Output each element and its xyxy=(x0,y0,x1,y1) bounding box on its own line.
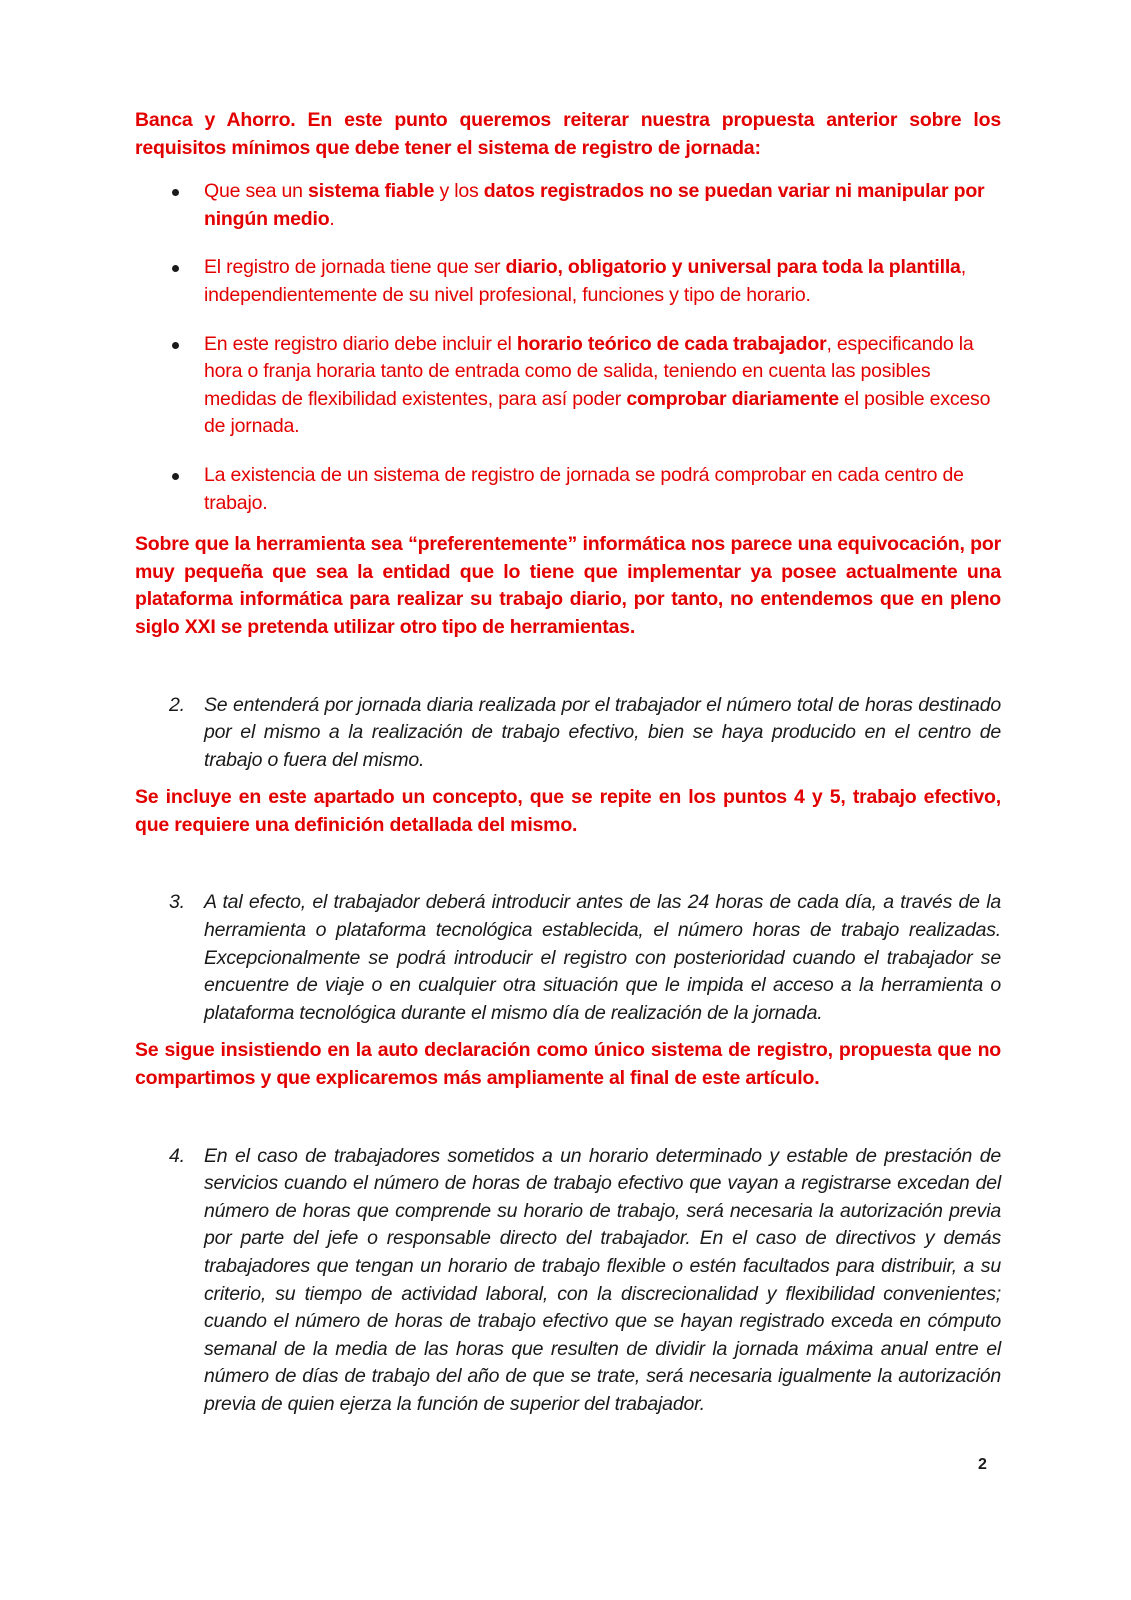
intro-line-2: requisitos mínimos que debe tener el sistema de registro de jornada: xyxy=(135,136,761,159)
bullet-icon xyxy=(172,189,179,196)
comment-trabajo-efectivo: Se incluye en este apartado un concepto, que se repite en los puntos 4 y 5, trabajo efectivo, que requiere una definición detallada del mismo. xyxy=(135,786,1001,836)
comment-herramienta: Sobre que la herramienta sea “preferentemente” informática nos parece una equivocación, por muy pequeña que sea la entidad que lo tiene que implementar ya posee actualmente una plataforma informática para realizar su trabajo diario, por tanto, no entendemos que en pleno siglo XXI se pretenda utilizar otro tipo de herramientas. xyxy=(135,533,1001,638)
item-number: 4. xyxy=(169,1144,185,1167)
numbered-item-2 xyxy=(135,692,1001,775)
page-content xyxy=(135,107,1001,1419)
list-item: El registro de jornada tiene que ser diario, obligatorio y universal para toda la plantilla, independientemente de su nivel profesional, funciones y tipo de horario. xyxy=(135,254,1001,309)
item-number: 2. xyxy=(169,693,185,716)
numbered-item-4 xyxy=(135,1143,1001,1419)
bullet-icon xyxy=(172,265,179,272)
bullet-icon xyxy=(172,342,179,349)
comment-auto-declaracion: Se sigue insistiendo en la auto declaración como único sistema de registro, propuesta que no compartimos y que explicaremos más ampliamente al final de este artículo. xyxy=(135,1039,1001,1090)
list-item: Que sea un sistema fiable y los datos registrados no se puedan variar ni manipular por ningún medio. xyxy=(135,178,1001,233)
bullet-icon xyxy=(172,473,179,480)
page-number: 2 xyxy=(978,1456,987,1473)
list-item: En este registro diario debe incluir el horario teórico de cada trabajador, especificando la hora o franja horaria tanto de entrada como de salida, teniendo en cuenta las posibles medidas de flexibilidad existentes, para así poder comprobar diariamente el posible exceso de jornada. xyxy=(135,331,1001,441)
item-text: Se entenderá por jornada diaria realizada por el trabajador el número total de horas destinado por el mismo a la realización de trabajo efectivo, bien se haya producido en el centro de trabajo o fuera del mismo. xyxy=(204,693,1001,771)
intro-line-1: Banca y Ahorro. En este punto queremos reiterar nuestra propuesta anterior sobre los xyxy=(135,109,1001,131)
item-text: En el caso de trabajadores sometidos a un horario determinado y estable de prestación de servicios cuando el número de horas de trabajo efectivo que vayan a registrarse excedan del número de horas que comprende su horario de trabajo, será necesaria la autorización previa por parte del jefe o responsable directo del trabajador. En el caso de directivos y demás trabajadores que tengan un horario de trabajo flexible o estén facultados para distribuir, a su criterio, su tiempo de actividad laboral, con la discrecionalidad y flexibilidad convenientes; cuando el número de horas de trabajo efectivo que se hayan registrado exceda en cómputo semanal de la media de las horas que resulten de dividir la jornada máxima anual entre el número de días de trabajo del año de que se trate, será necesaria igualmente la autorización previa de quien ejerza la función de superior del trabajador. xyxy=(204,1144,1001,1415)
item-text: A tal efecto, el trabajador deberá introducir antes de las 24 horas de cada día, a través de la herramienta o plataforma tecnológica establecida, el número horas de trabajo realizadas. Excepcionalmente se podrá introducir el registro con posterioridad cuando el trabajador se encuentre de viaje o en cualquier otra situación que le impida el acceso a la herramienta o plataforma tecnológica durante el mismo día de realización de la jornada. xyxy=(204,891,1001,1024)
numbered-item-3 xyxy=(135,889,1001,1027)
list-item: La existencia de un sistema de registro de jornada se podrá comprobar en cada centro de trabajo. xyxy=(135,462,1001,517)
item-number: 3. xyxy=(169,891,185,914)
requirements-list xyxy=(135,178,1001,517)
